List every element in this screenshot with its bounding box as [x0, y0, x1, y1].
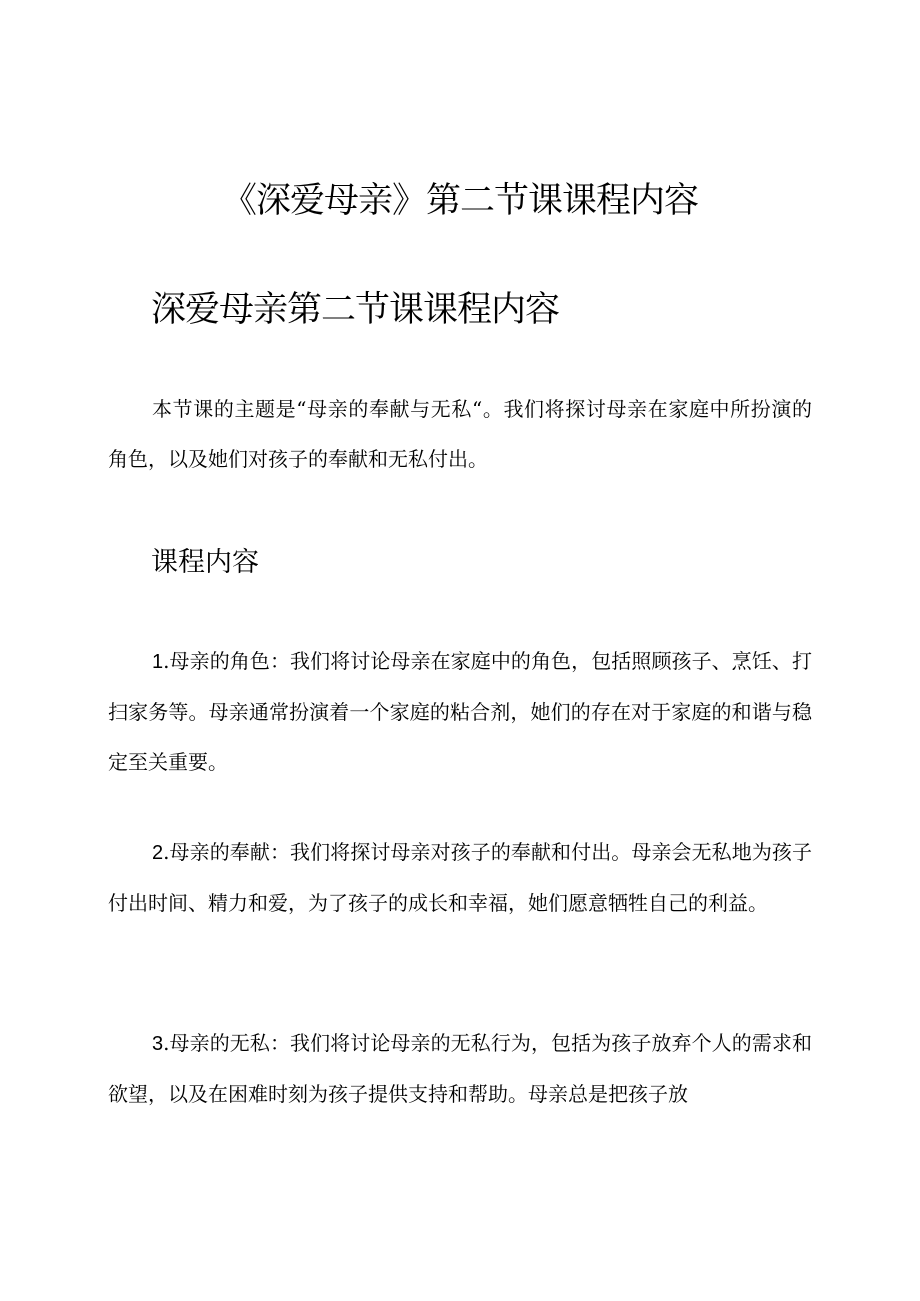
item-number: 1 — [152, 651, 164, 673]
section-heading: 课程内容 — [151, 547, 259, 578]
intro-paragraph: 本节课的主题是“母亲的奉献与无私“。我们将探讨母亲在家庭中所扮演的角色，以及她们对孩子的奉献和无私付出。 — [108, 397, 812, 471]
list-item — [108, 827, 812, 928]
document-title: 《深爱母亲》第二节课课程内容 — [221, 181, 698, 221]
item-text: .母亲的无私：我们将讨论母亲的无私行为，包括为孩子放弃个人的需求和欲望，以及在困难时刻为孩子提供支持和帮助。母亲总是把孩子放 — [108, 1031, 812, 1106]
item-number: 2 — [152, 842, 164, 864]
item-text: .母亲的奉献：我们将探讨母亲对孩子的奉献和付出。母亲会无私地为孩子付出时间、精力和爱，为了孩子的成长和幸福，她们愿意牺牲自己的利益。 — [108, 840, 812, 915]
item-text: .母亲的角色：我们将讨论母亲在家庭中的角色，包括照顾孩子、烹饪、打扫家务等。母亲通常扮演着一个家庭的粘合剂，她们的存在对于家庭的和谐与稳定至关重要。 — [108, 649, 812, 774]
main-heading: 深爱母亲第二节课课程内容 — [151, 290, 560, 330]
item-number: 3 — [152, 1033, 164, 1055]
list-item — [108, 1018, 812, 1119]
list-item — [108, 636, 812, 787]
